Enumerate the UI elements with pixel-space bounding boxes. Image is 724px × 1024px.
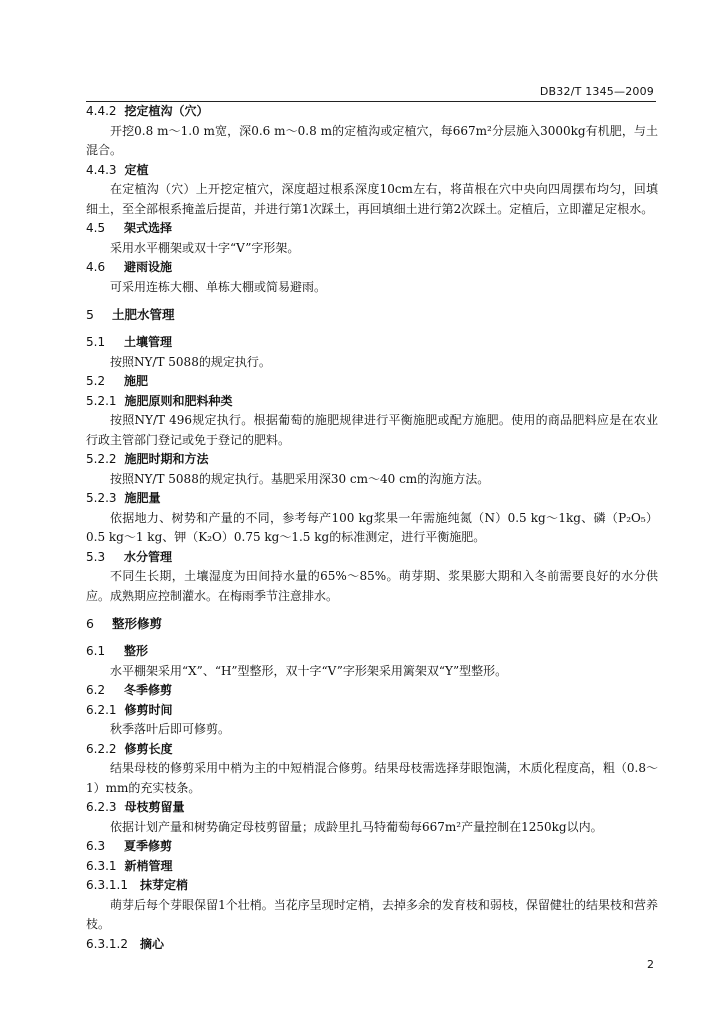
section-number: 4.6 (86, 260, 106, 274)
paragraph: 开挖0.8 m～1.0 m宽，深0.6 m～0.8 m的定植沟或定植穴，每667m²分层施入3000kg有机肥，与土混合。 (86, 123, 658, 157)
section-title: 水分管理 (124, 549, 173, 564)
document-id: DB32/T 1345—2009 (539, 85, 654, 98)
section-title: 整形修剪 (112, 616, 163, 631)
section-heading (86, 701, 658, 721)
paragraph: 结果母枝的修剪采用中梢为主的中短梢混合修剪。结果母枝需选择芽眼饱满，木质化程度高，粗（0.8～1）mm的充实枝条。 (86, 761, 658, 795)
paragraph: 秋季落叶后即可修剪。 (110, 722, 231, 736)
paragraph: 按照NY/T 5088的规定执行。 (110, 354, 271, 369)
section-number: 6.2.1 (86, 702, 117, 717)
section-title: 避雨设施 (124, 260, 173, 274)
section-number: 5.2.2 (86, 452, 117, 466)
section-number: 5.3 (86, 549, 106, 564)
section-title: 夏季修剪 (124, 839, 173, 853)
section-number: 6.2.2 (86, 741, 117, 756)
section-number: 6.3.1.2 (86, 936, 128, 951)
section-number: 5.2.1 (86, 393, 117, 408)
section-heading (86, 935, 658, 955)
chapter-heading (86, 305, 658, 325)
paragraph: 在定植沟（穴）上开挖定植穴，深度超过根系深度10cm左右，将苗根在穴中央向四周摆布均匀，回填细土，至全部根系掩盖后提苗，并进行第1次踩土，再回填细土进行第2次踩土。定植后，立即灌足定根水。 (86, 182, 658, 216)
section-title: 架式选择 (124, 221, 173, 235)
section-number: 4.5 (86, 221, 106, 235)
section-heading (86, 740, 658, 760)
section-heading (86, 102, 658, 122)
section-heading (86, 392, 658, 412)
section-title: 母枝剪留量 (124, 800, 185, 814)
section-title: 土肥水管理 (112, 307, 175, 322)
section-title: 施肥量 (124, 491, 161, 505)
page-number: 2 (647, 958, 654, 971)
section-number: 6.1 (86, 644, 106, 658)
section-number: 6.2.3 (86, 800, 117, 814)
section-title: 新梢管理 (124, 858, 173, 873)
section-heading (86, 372, 658, 392)
paragraph: 依据计划产量和树势确定母枝剪留量；成龄里扎马特葡萄每667m²产量控制在1250kg以内。 (110, 819, 603, 834)
section-heading (86, 161, 658, 181)
section-title: 施肥原则和肥料种类 (124, 393, 233, 408)
chapter-heading (86, 614, 658, 634)
section-number: 6.2 (86, 683, 106, 697)
paragraph: 采用水平棚架或双十字“V”字形架。 (110, 240, 300, 255)
section-number: 5.1 (86, 335, 106, 349)
section-heading (86, 548, 658, 568)
section-title: 施肥 (124, 374, 149, 388)
section-heading (86, 837, 658, 857)
section-title: 修剪时间 (124, 702, 173, 717)
section-number: 6 (86, 616, 94, 631)
section-number: 5 (86, 307, 94, 322)
paragraph: 水平棚架采用“X”、“H”型整形，双十字“V”字形架采用篱架双“Y”型整形。 (110, 663, 508, 678)
section-number: 4.4.3 (86, 162, 117, 177)
section-title: 整形 (124, 644, 149, 658)
paragraph: 萌芽后每个芽眼保留1个壮梢。当花序呈现时定梢，去掉多余的发育枝和弱枝，保留健壮的结果枝和营养枝。 (86, 897, 658, 931)
section-number: 6.3.1.1 (86, 878, 128, 892)
section-heading (86, 857, 658, 877)
section-heading (86, 642, 658, 662)
section-heading (86, 333, 658, 353)
paragraph: 按照NY/T 5088的规定执行。基肥采用深30 cm～40 cm的沟施方法。 (110, 471, 490, 486)
section-heading (86, 798, 658, 818)
section-title: 抹芽定梢 (140, 878, 189, 892)
paragraph: 可采用连栋大棚、单栋大棚或简易避雨。 (110, 279, 327, 294)
paragraph: 按照NY/T 496规定执行。根据葡萄的施肥规律进行平衡施肥或配方施肥。使用的商品肥料应是在农业行政主管部门登记或免于登记的肥料。 (86, 413, 658, 447)
section-heading (86, 876, 658, 896)
document-body (86, 102, 658, 954)
section-number: 6.3 (86, 839, 106, 853)
section-number: 4.4.2 (86, 104, 117, 118)
section-heading (86, 450, 658, 470)
section-heading (86, 489, 658, 509)
section-title: 施肥时期和方法 (124, 452, 209, 466)
section-number: 6.3.1 (86, 858, 117, 873)
section-title: 挖定植沟（穴） (124, 104, 209, 118)
section-title: 土壤管理 (124, 335, 173, 349)
section-heading (86, 258, 658, 278)
section-heading (86, 681, 658, 701)
section-number: 5.2 (86, 374, 106, 388)
section-number: 5.2.3 (86, 491, 117, 505)
paragraph: 不同生长期，土壤湿度为田间持水量的65%～85%。萌芽期、浆果膨大期和入冬前需要良好的水分供应。成熟期应控制灌水。在梅雨季节注意排水。 (86, 569, 658, 603)
section-title: 摘心 (140, 936, 165, 951)
paragraph: 依据地力、树势和产量的不同，参考每产100 kg浆果一年需施纯氮（N）0.5 kg～1kg、磷（P₂O₅）0.5 kg～1 kg、钾（K₂O）0.75 kg～1.5 kg的标准测定，进行平衡施肥。 (86, 510, 658, 544)
section-heading (86, 219, 658, 239)
section-title: 修剪长度 (124, 741, 173, 756)
section-title: 定植 (124, 162, 149, 177)
section-title: 冬季修剪 (124, 683, 173, 697)
